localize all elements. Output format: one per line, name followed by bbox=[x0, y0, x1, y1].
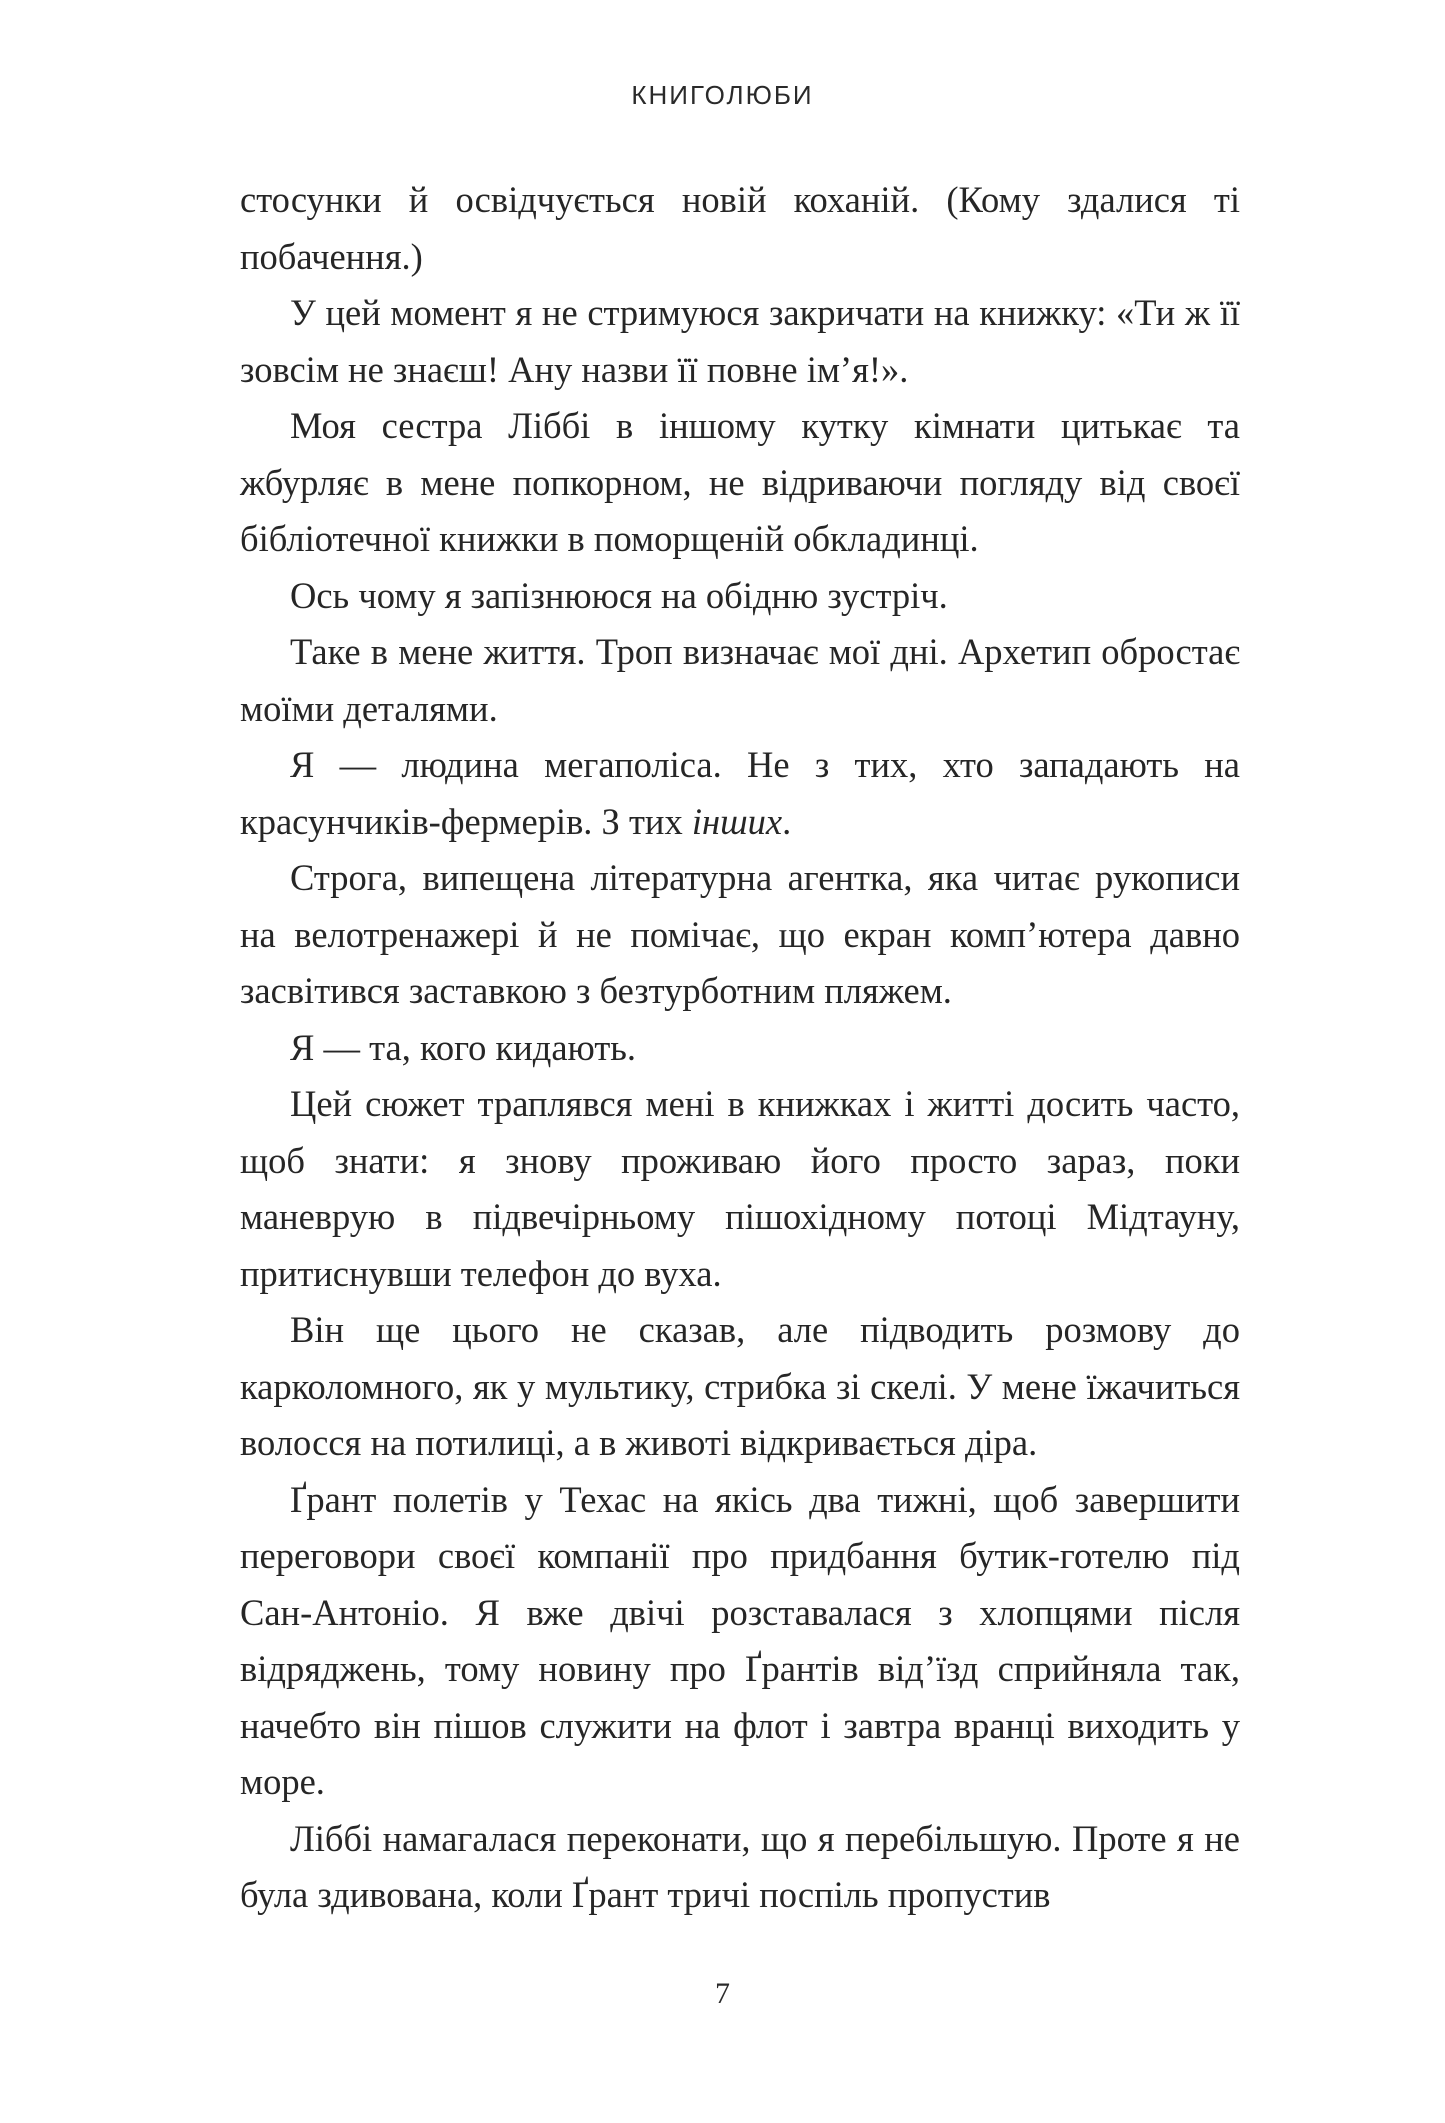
paragraph-8: Я — та, кого кидають. bbox=[290, 1026, 637, 1068]
page-number: 7 bbox=[715, 1977, 730, 2010]
paragraph-5: Таке в мене життя. Троп визначає мої дні. Архетип обростає моїми деталями. bbox=[240, 631, 1240, 729]
paragraph-11: Ґрант полетів у Техас на якісь два тижні, щоб завершити переговори своєї компанії про придбання бутик-готелю під Сан-Антоніо. Я вже двічі розставалася з хлопцями після відряджень, тому новину про Ґрантів від’їзд сприйняла так, начебто він пішов служити на флот і завтра вранці виходить у море. bbox=[240, 1478, 1240, 1802]
paragraph-6-text: Я — людина мегаполіса. Не з тих, хто западають на красунчиків-фермерів. З тих bbox=[240, 744, 1240, 842]
paragraph-1: стосунки й освідчується новій коханій. (Кому здалися ті побачення.) bbox=[240, 179, 1240, 277]
paragraph-6-end: . bbox=[782, 800, 792, 842]
paragraph-12: Ліббі намагалася переконати, що я перебільшую. Проте я не була здивована, коли Ґрант тричі поспіль пропустив bbox=[240, 1817, 1240, 1915]
paragraph-2: У цей момент я не стримуюся закричати на книжку: «Ти ж її зовсім не знаєш! Ану назви її повне ім’я!». bbox=[240, 292, 1240, 390]
paragraph-6-italic: інших bbox=[691, 800, 783, 842]
paragraph-10: Він ще цього не сказав, але підводить розмову до карколомного, як у мультику, стрибка зі скелі. У мене їжачиться волосся на потилиці, а в животі відкривається діра. bbox=[240, 1309, 1240, 1463]
paragraph-9: Цей сюжет траплявся мені в книжках і житті досить часто, щоб знати: я знову проживаю його просто зараз, поки маневрую в підвечірньому пішохідному потоці Мідтауну, притиснувши телефон до вуха. bbox=[240, 1083, 1240, 1294]
paragraph-4: Ось чому я запізнююся на обідню зустріч. bbox=[290, 574, 948, 616]
running-head: КНИГОЛЮБИ bbox=[631, 80, 814, 110]
body-text bbox=[240, 172, 1240, 1924]
paragraph-7: Строга, випещена літературна агентка, яка читає рукописи на велотренажері й не помічає, що екран комп’ютера давно засвітився заставкою з безтурботним пляжем. bbox=[240, 857, 1240, 1011]
paragraph-3: Моя сестра Ліббі в іншому кутку кімнати цитькає та жбурляє в мене попкорном, не відриваючи погляду від своєї бібліотечної книжки в поморщеній обкладинці. bbox=[240, 405, 1240, 559]
paragraph-6 bbox=[240, 737, 1240, 850]
